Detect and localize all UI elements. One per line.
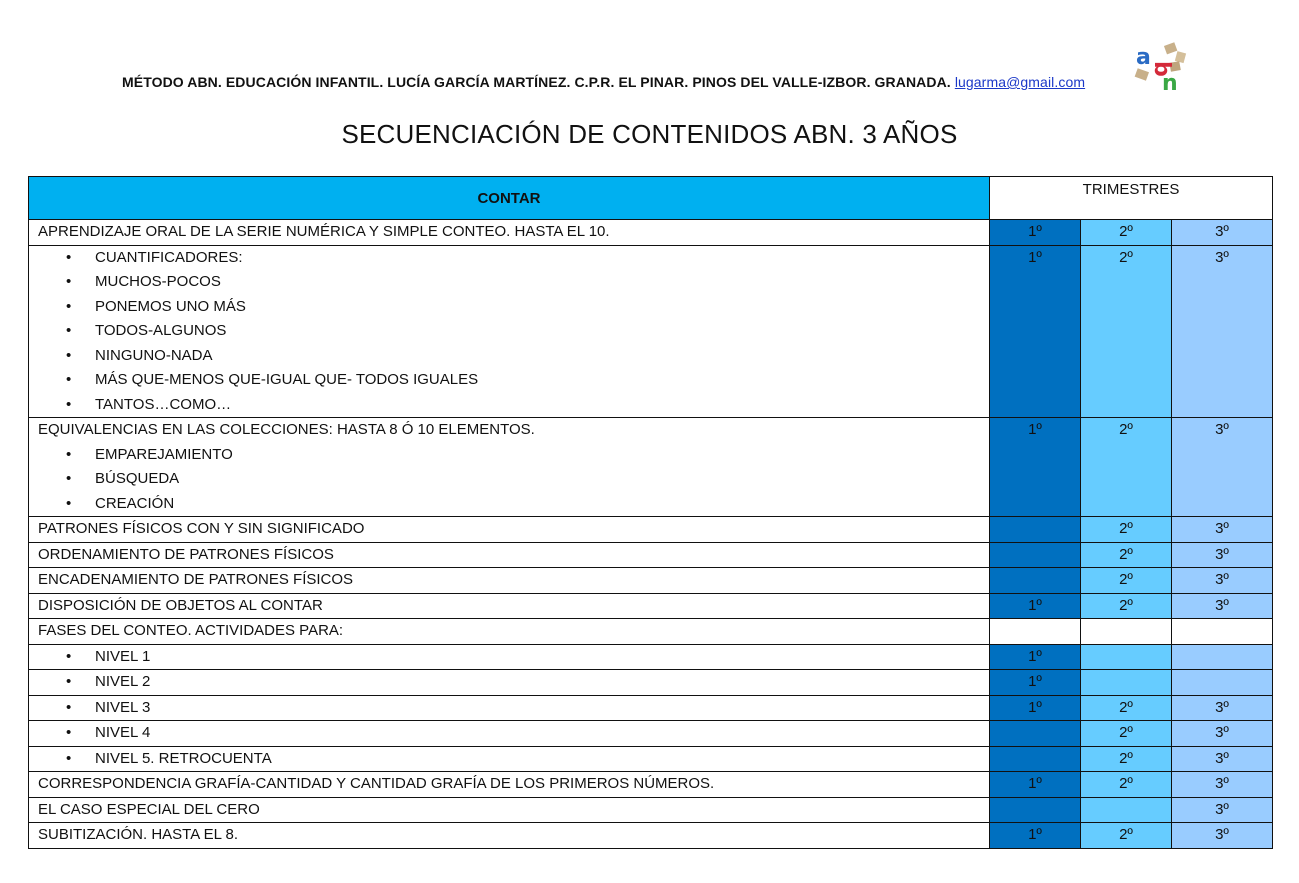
table-row [29, 695, 1273, 721]
trimestre-3-cell: 3º [1172, 746, 1273, 772]
trimestre-3-cell: 3º [1172, 695, 1273, 721]
row-text: ORDENAMIENTO DE PATRONES FÍSICOS [38, 545, 334, 563]
author-credit: MÉTODO ABN. EDUCACIÓN INFANTIL. LUCÍA GARCÍA MARTÍNEZ. C.P.R. EL PINAR. PINOS DEL VALLE-IZBOR. GRANADA. [122, 74, 951, 90]
trimestre-3-cell [1172, 644, 1273, 670]
row-text: ENCADENAMIENTO DE PATRONES FÍSICOS [38, 571, 354, 588]
table-header-row [29, 177, 1273, 220]
trimestre-2-cell: 2º [1081, 823, 1172, 849]
bullet-item: • NINGUNO-NADA [38, 344, 989, 369]
author-email-link[interactable]: lugarma@gmail.com [954, 74, 1086, 90]
trimestre-2-cell [1081, 797, 1172, 823]
bullet-item: • EMPAREJAMIENTO [38, 443, 989, 468]
abn-logo [1132, 40, 1192, 94]
row-text: SUBITIZACIÓN. HASTA EL 8. [38, 826, 239, 843]
trimestre-1-cell: 1º [990, 245, 1081, 418]
trimestre-1-cell: 1º [990, 823, 1081, 849]
row-content [29, 568, 990, 594]
trimestre-2-cell: 2º [1081, 517, 1172, 543]
trimestre-3-cell [1172, 619, 1273, 645]
trimestre-1-cell: 1º [990, 220, 1081, 246]
bullet-item: • TANTOS…COMO… [38, 393, 989, 418]
trimestre-3-cell: 3º [1172, 517, 1273, 543]
svg-text:b: b [1149, 61, 1174, 77]
trimestre-3-cell: 3º [1172, 593, 1273, 619]
table-row [29, 746, 1273, 772]
svg-text:a: a [1136, 45, 1151, 70]
svg-text:n: n [1162, 71, 1178, 94]
content-sequence-table [28, 176, 1273, 849]
table-row [29, 418, 1273, 517]
trimestre-3-cell: 3º [1172, 772, 1273, 798]
row-text: CORRESPONDENCIA GRAFÍA-CANTIDAD Y CANTIDAD GRAFÍA DE LOS PRIMEROS NÚMEROS. [38, 775, 715, 792]
trimestre-1-cell: 1º [990, 695, 1081, 721]
bullet-item: • NIVEL 4 [38, 721, 989, 746]
trimestre-1-cell: 1º [990, 772, 1081, 798]
trimestre-2-cell: 2º [1081, 542, 1172, 568]
row-content [29, 746, 990, 772]
trimestre-3-cell: 3º [1172, 823, 1273, 849]
trimestre-2-cell: 2º [1081, 695, 1172, 721]
trimestre-3-cell: 3º [1172, 245, 1273, 418]
row-content [29, 593, 990, 619]
bullet-item: • NIVEL 5. RETROCUENTA [38, 747, 989, 772]
row-content [29, 695, 990, 721]
trimestre-2-cell: 2º [1081, 220, 1172, 246]
row-content [29, 721, 990, 747]
trimestre-1-cell [990, 797, 1081, 823]
trimestre-1-cell: 1º [990, 418, 1081, 517]
document-header [122, 74, 1085, 90]
row-content [29, 220, 990, 246]
trimestre-1-cell: 1º [990, 670, 1081, 696]
row-content [29, 542, 990, 568]
trimestre-2-cell: 2º [1081, 721, 1172, 747]
trimestres-heading: TRIMESTRES [990, 177, 1273, 220]
bullet-item: • NIVEL 2 [38, 670, 989, 695]
bullet-item: • BÚSQUEDA [38, 467, 989, 492]
trimestre-1-cell [990, 746, 1081, 772]
row-content [29, 772, 990, 798]
row-content [29, 418, 990, 517]
table-row [29, 542, 1273, 568]
table-row [29, 220, 1273, 246]
table-row [29, 823, 1273, 849]
bullet-item: • CUANTIFICADORES: [38, 246, 989, 271]
section-heading: CONTAR [29, 177, 990, 220]
table-row [29, 245, 1273, 418]
trimestre-1-cell: 1º [990, 593, 1081, 619]
row-text: EQUIVALENCIAS EN LAS COLECCIONES: HASTA 8 Ó 10 ELEMENTOS. [38, 421, 535, 438]
table-row [29, 644, 1273, 670]
trimestre-3-cell: 3º [1172, 797, 1273, 823]
row-content [29, 619, 990, 645]
trimestre-3-cell: 3º [1172, 721, 1273, 747]
trimestre-3-cell: 3º [1172, 542, 1273, 568]
row-text: DISPOSICIÓN DE OBJETOS AL CONTAR [38, 596, 323, 614]
bullet-item: • NIVEL 3 [38, 696, 989, 721]
trimestre-2-cell: 2º [1081, 568, 1172, 594]
row-content [29, 823, 990, 849]
table-row [29, 593, 1273, 619]
table-row [29, 619, 1273, 645]
row-content [29, 797, 990, 823]
trimestre-2-cell [1081, 670, 1172, 696]
trimestre-3-cell: 3º [1172, 418, 1273, 517]
trimestre-3-cell [1172, 670, 1273, 696]
row-text: APRENDIZAJE ORAL DE LA SERIE NUMÉRICA Y SIMPLE CONTEO. HASTA EL 10. [38, 223, 610, 240]
bullet-item: • MUCHOS-POCOS [38, 270, 989, 295]
trimestre-1-cell: 1º [990, 644, 1081, 670]
table-row [29, 517, 1273, 543]
row-text: PATRONES FÍSICOS CON Y SIN SIGNIFICADO [38, 520, 365, 537]
table-row [29, 721, 1273, 747]
table-row [29, 568, 1273, 594]
trimestre-1-cell [990, 517, 1081, 543]
trimestre-2-cell: 2º [1081, 418, 1172, 517]
row-content [29, 670, 990, 696]
page-title: SECUENCIACIÓN DE CONTENIDOS ABN. 3 AÑOS [341, 119, 958, 149]
trimestre-2-cell: 2º [1081, 593, 1172, 619]
bullet-item: • CREACIÓN [38, 492, 989, 517]
row-text: EL CASO ESPECIAL DEL CERO [38, 800, 260, 818]
bullet-item: • NIVEL 1 [38, 645, 989, 670]
trimestre-2-cell [1081, 619, 1172, 645]
trimestre-1-cell [990, 721, 1081, 747]
trimestre-1-cell [990, 568, 1081, 594]
trimestre-2-cell: 2º [1081, 746, 1172, 772]
trimestre-2-cell: 2º [1081, 772, 1172, 798]
row-text: FASES DEL CONTEO. ACTIVIDADES PARA: [38, 622, 344, 639]
table-row [29, 772, 1273, 798]
table-row [29, 670, 1273, 696]
bullet-item: • MÁS QUE-MENOS QUE-IGUAL QUE- TODOS IGUALES [38, 368, 989, 393]
row-content [29, 644, 990, 670]
trimestre-3-cell: 3º [1172, 568, 1273, 594]
trimestre-2-cell [1081, 644, 1172, 670]
row-content [29, 245, 990, 418]
trimestre-1-cell [990, 542, 1081, 568]
trimestre-1-cell [990, 619, 1081, 645]
bullet-item: • TODOS-ALGUNOS [38, 319, 989, 344]
table-row [29, 797, 1273, 823]
row-content [29, 517, 990, 543]
trimestre-3-cell: 3º [1172, 220, 1273, 246]
trimestre-2-cell: 2º [1081, 245, 1172, 418]
bullet-item: • PONEMOS UNO MÁS [38, 295, 989, 320]
